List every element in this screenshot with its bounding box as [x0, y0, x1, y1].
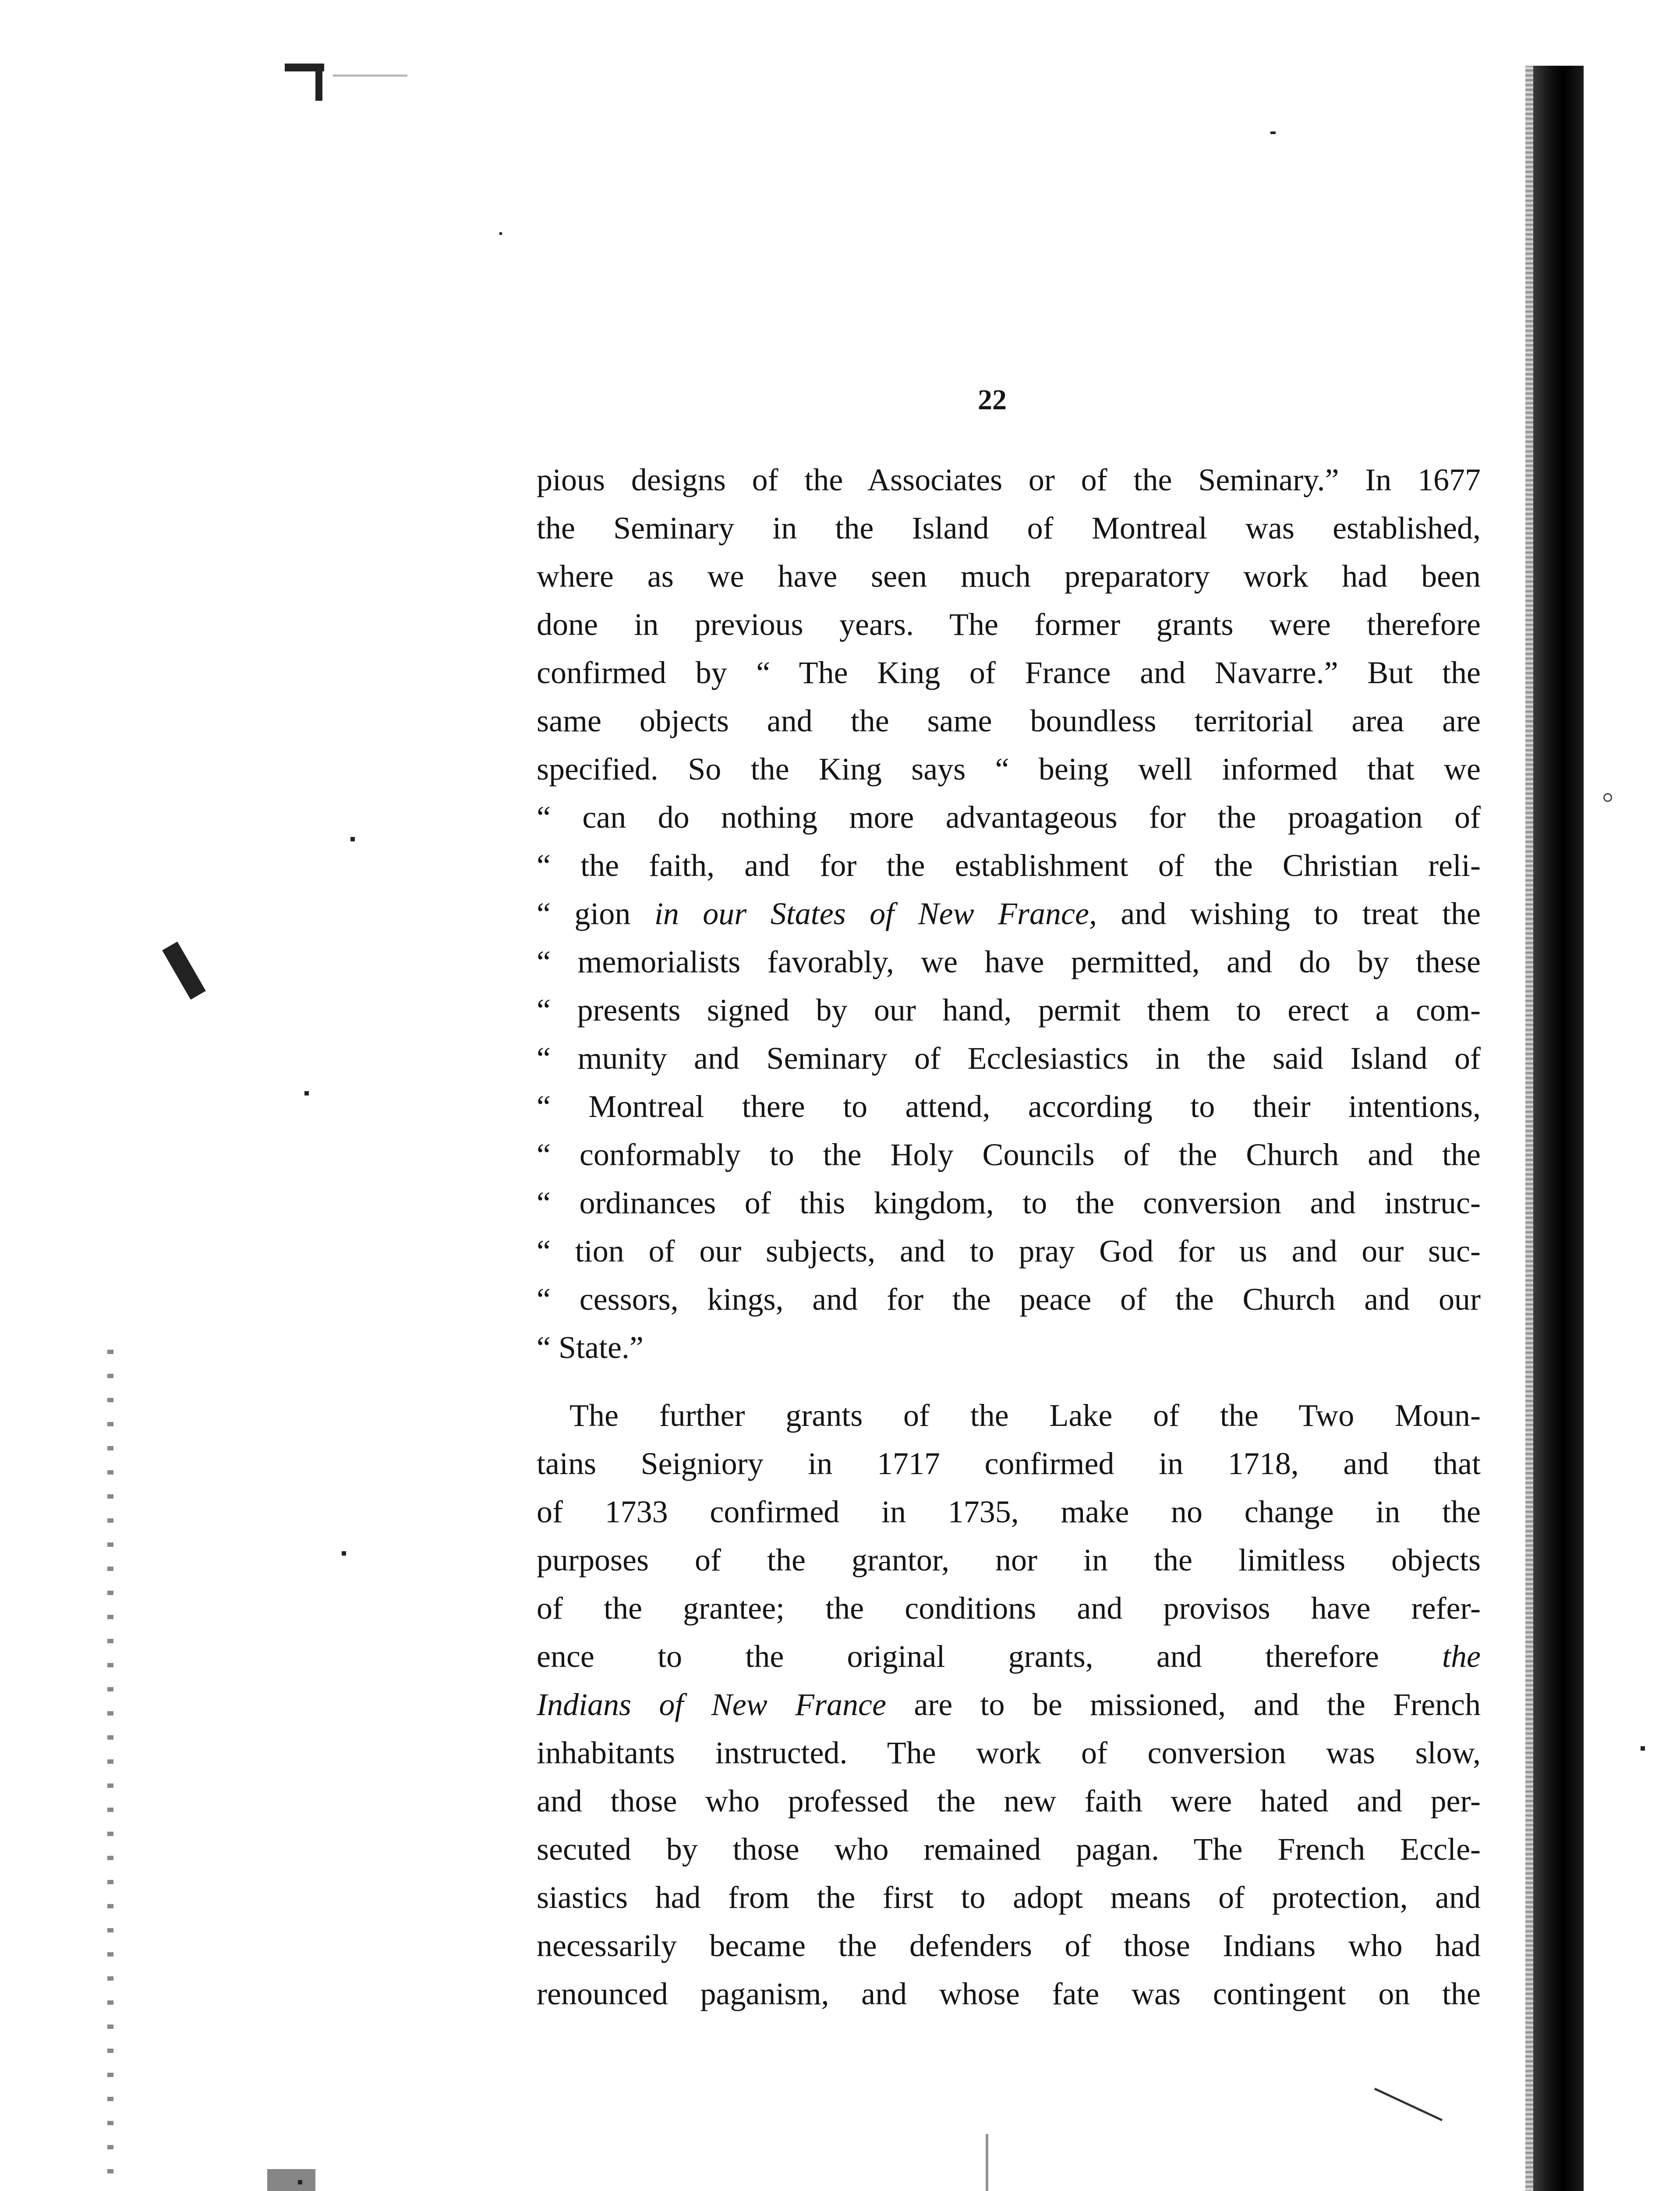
scan-mark [1641, 1746, 1645, 1751]
text-line: of 1733 confirmed in 1735, make no change in the [537, 1494, 1481, 1529]
scan-mark [342, 1551, 346, 1556]
text-fragment: ence to the original grants, and therefore [537, 1639, 1379, 1674]
text-line [537, 1632, 1481, 1680]
paragraph-gap [537, 1372, 1481, 1391]
text-line: “ munity and Seminary of Ecclesiastics in the said Island of [537, 1041, 1481, 1076]
text-line: secuted by those who remained pagan. The French Eccle- [537, 1832, 1481, 1867]
page-number: 22 [978, 384, 1007, 416]
text-line: “ ordinances of this kingdom, to the conversion and instruc- [537, 1185, 1481, 1220]
text-line: “ can do nothing more advantageous for the proagation of [537, 800, 1481, 835]
text-line: necessarily became the defenders of those Indians who had [537, 1928, 1481, 1963]
text-line: “ presents signed by our hand, permit them to erect a com- [537, 993, 1481, 1028]
italic-phrase: the [1442, 1639, 1481, 1674]
text-fragment: are to be missioned, and the French [914, 1687, 1481, 1722]
italic-phrase: in our States of New France, [654, 896, 1097, 931]
text-line: where as we have seen much preparatory work had been [537, 559, 1481, 594]
scan-mark [304, 1091, 309, 1096]
text-line: “ the faith, and for the establishment of the Christian reli- [537, 848, 1481, 883]
text-line: “ conformably to the Holy Councils of the Church and the [537, 1137, 1481, 1172]
scan-mark [315, 70, 322, 101]
scan-mark [162, 942, 206, 1000]
text-fragment: and wishing to treat the [1121, 896, 1481, 931]
text-line: and those who professed the new faith were hated and per- [537, 1783, 1481, 1819]
text-line: specified. So the King says “ being well informed that we [537, 752, 1481, 787]
scan-mark [1270, 131, 1276, 134]
text-line: The further grants of the Lake of the Two Moun- [569, 1398, 1481, 1433]
text-line: purposes of the grantor, nor in the limitless objects [537, 1542, 1481, 1578]
text-line: “ State.” [537, 1330, 644, 1365]
text-line: done in previous years. The former grants were therefore [537, 607, 1481, 642]
binding-edge [1533, 66, 1584, 2191]
text-line: confirmed by “ The King of France and Navarre.” But the [537, 655, 1481, 690]
text-line: inhabitants instructed. The work of conversion was slow, [537, 1735, 1481, 1770]
text-line: tains Seigniory in 1717 confirmed in 1718, and that [537, 1446, 1481, 1481]
scan-mark [107, 1350, 113, 2191]
text-line: renounced paganism, and whose fate was contingent on the [537, 1976, 1481, 2011]
text-fragment: “ gion [537, 896, 631, 931]
text-line: “ cessors, kings, and for the peace of the Church and our [537, 1282, 1481, 1317]
scan-mark [333, 74, 407, 77]
text-line [537, 1680, 1481, 1729]
scan-mark [1374, 2088, 1443, 2121]
text-line: “ tion of our subjects, and to pray God for us and our suc- [537, 1234, 1481, 1269]
text-line: “ memorialists favorably, we have permitted, and do by these [537, 944, 1481, 979]
italic-phrase: Indians of New France [537, 1687, 886, 1722]
text-line [537, 890, 1481, 938]
paragraph [537, 1391, 1481, 2018]
scan-mark [267, 2169, 315, 2191]
text-line: same objects and the same boundless territorial area are [537, 703, 1481, 738]
paragraph [537, 456, 1481, 1372]
scan-mark [1603, 793, 1612, 802]
text-line: the Seminary in the Island of Montreal was established, [537, 511, 1481, 546]
text-line: siastics had from the first to adopt means of protection, and [537, 1880, 1481, 1915]
scan-mark [350, 837, 355, 841]
scan-mark [986, 2134, 988, 2191]
body-text [537, 456, 1481, 2018]
text-line: pious designs of the Associates or of the Seminary.” In 1677 [537, 462, 1481, 497]
text-line: “ Montreal there to attend, according to their intentions, [537, 1089, 1481, 1124]
text-line: of the grantee; the conditions and provisos have refer- [537, 1591, 1481, 1626]
scan-mark [499, 232, 502, 235]
